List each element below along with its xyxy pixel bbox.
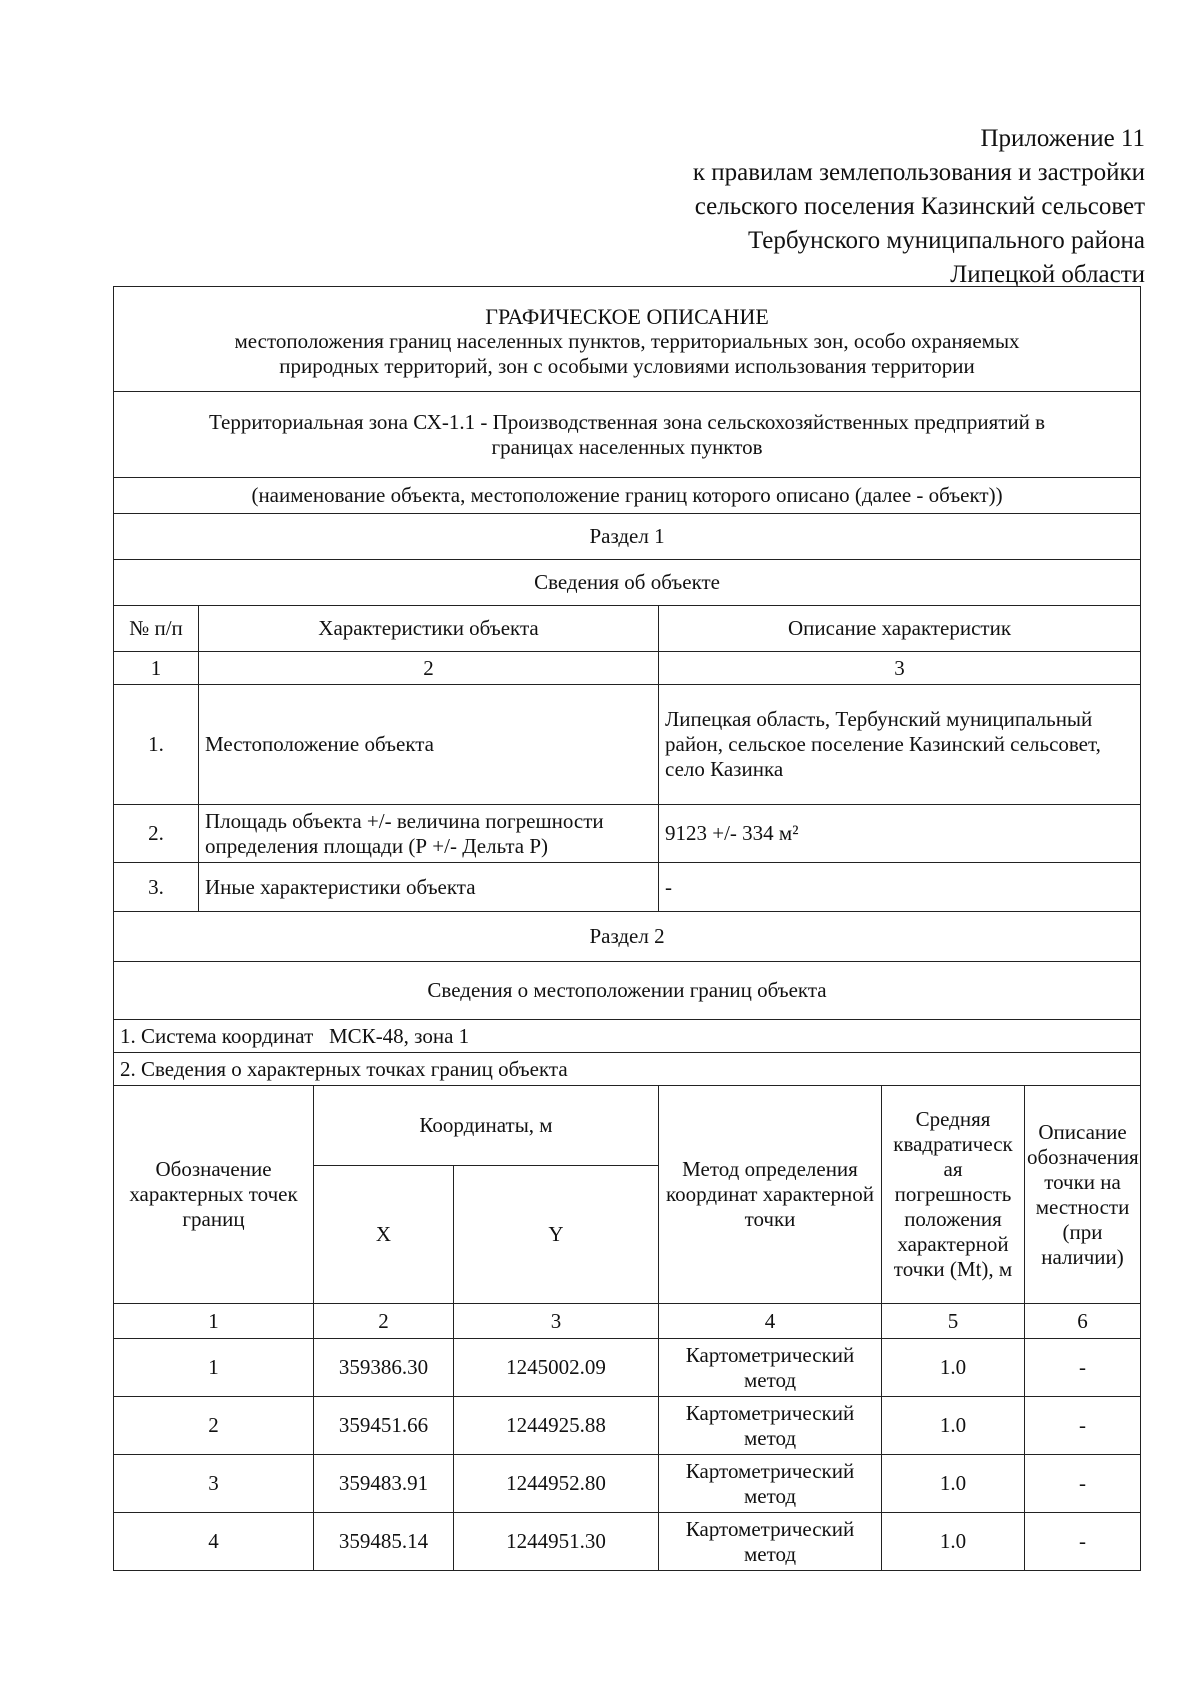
- characteristic-name: Иные характеристики объекта: [199, 863, 659, 912]
- object-caption: (наименование объекта, местоположение границ которого описано (далее - объект)): [114, 478, 1141, 514]
- row-number: 1.: [114, 685, 199, 805]
- col-number: 3: [659, 652, 1141, 685]
- object-name: Территориальная зона СХ-1.1 - Производственная зона сельскохозяйственных предприятий в: [208, 409, 1046, 434]
- table-row: [114, 1513, 1141, 1571]
- table-row: [114, 863, 1141, 912]
- header-error: Средняя квадратическ ая погрешность положения характерной точки (Mt), м: [882, 1086, 1025, 1304]
- col-number: 6: [1025, 1304, 1141, 1339]
- table-row: [114, 685, 1141, 805]
- table-row: [114, 1397, 1141, 1455]
- point-y: 1244952.80: [454, 1455, 659, 1513]
- section2-subtitle: Сведения о местоположении границ объекта: [114, 962, 1141, 1020]
- point-method: Картометрический метод: [659, 1397, 882, 1455]
- point-y: 1244951.30: [454, 1513, 659, 1571]
- point-id: 4: [114, 1513, 314, 1571]
- point-y: 1245002.09: [454, 1339, 659, 1397]
- col-header-characteristics: Характеристики объекта: [199, 606, 659, 652]
- col-number: 1: [114, 652, 199, 685]
- point-mt: 1.0: [882, 1455, 1025, 1513]
- point-desc: -: [1025, 1513, 1141, 1571]
- header-line: Приложение 11: [980, 125, 1145, 152]
- coordinate-system: 1. Система координат МСК-48, зона 1: [114, 1020, 1141, 1053]
- header-method: Метод определения координат характерной точки: [659, 1086, 882, 1304]
- characteristic-name: Площадь объекта +/- величина погрешности определения площади (Р +/- Дельта Р): [199, 805, 659, 863]
- document-title-cell: [114, 287, 1141, 392]
- col-number: 4: [659, 1304, 882, 1339]
- col-number: 2: [199, 652, 659, 685]
- point-mt: 1.0: [882, 1339, 1025, 1397]
- header-line: Тербунского муниципального района: [747, 227, 1145, 254]
- point-desc: -: [1025, 1339, 1141, 1397]
- table-row: [114, 805, 1141, 863]
- col-number: 1: [114, 1304, 314, 1339]
- point-id: 1: [114, 1339, 314, 1397]
- graphic-description-table: [113, 286, 1141, 1571]
- point-x: 359485.14: [314, 1513, 454, 1571]
- characteristic-value: 9123 +/- 334 м²: [659, 805, 1141, 863]
- table-row: [114, 1455, 1141, 1513]
- col-header-number: № п/п: [114, 606, 199, 652]
- point-x: 359483.91: [314, 1455, 454, 1513]
- point-x: 359386.30: [314, 1339, 454, 1397]
- point-method: Картометрический метод: [659, 1455, 882, 1513]
- point-mt: 1.0: [882, 1513, 1025, 1571]
- header-x: X: [314, 1166, 454, 1304]
- header-designation: Обозначение характерных точек границ: [114, 1086, 314, 1304]
- section1-title: Раздел 1: [114, 514, 1141, 560]
- section1-subtitle: Сведения об объекте: [114, 560, 1141, 606]
- header-line: к правилам землепользования и застройки: [692, 159, 1145, 186]
- header-line: сельского поселения Казинский сельсовет: [694, 193, 1145, 220]
- row-number: 2.: [114, 805, 199, 863]
- object-name-cell: [114, 392, 1141, 478]
- point-id: 2: [114, 1397, 314, 1455]
- characteristic-value: Липецкая область, Тербунский муниципальный район, сельское поселение Казинский сельсовет, село Казинка: [659, 685, 1141, 805]
- document-subtitle: местоположения границ населенных пунктов, территориальных зон, особо охраняемых: [234, 328, 1020, 353]
- col-header-description: Описание характеристик: [659, 606, 1141, 652]
- col-number: 5: [882, 1304, 1025, 1339]
- point-mt: 1.0: [882, 1397, 1025, 1455]
- object-name: границах населенных пунктов: [491, 434, 763, 459]
- col-number: 2: [314, 1304, 454, 1339]
- point-desc: -: [1025, 1455, 1141, 1513]
- document-subtitle: природных территорий, зон с особыми условиями использования территории: [279, 353, 975, 378]
- appendix-header: [693, 122, 1145, 292]
- table-row: [114, 1339, 1141, 1397]
- header-coordinates: Координаты, м: [314, 1086, 659, 1166]
- point-x: 359451.66: [314, 1397, 454, 1455]
- point-id: 3: [114, 1455, 314, 1513]
- document-title: ГРАФИЧЕСКОЕ ОПИСАНИЕ: [485, 303, 769, 329]
- section2-title: Раздел 2: [114, 912, 1141, 962]
- point-y: 1244925.88: [454, 1397, 659, 1455]
- header-line: Липецкой области: [950, 261, 1145, 288]
- point-desc: -: [1025, 1397, 1141, 1455]
- header-description: Описание обозначения точки на местности (при наличии): [1025, 1086, 1141, 1304]
- col-number: 3: [454, 1304, 659, 1339]
- point-method: Картометрический метод: [659, 1339, 882, 1397]
- point-method: Картометрический метод: [659, 1513, 882, 1571]
- characteristic-value: -: [659, 863, 1141, 912]
- row-number: 3.: [114, 863, 199, 912]
- header-y: Y: [454, 1166, 659, 1304]
- characteristic-name: Местоположение объекта: [199, 685, 659, 805]
- points-caption: 2. Сведения о характерных точках границ объекта: [114, 1053, 1141, 1086]
